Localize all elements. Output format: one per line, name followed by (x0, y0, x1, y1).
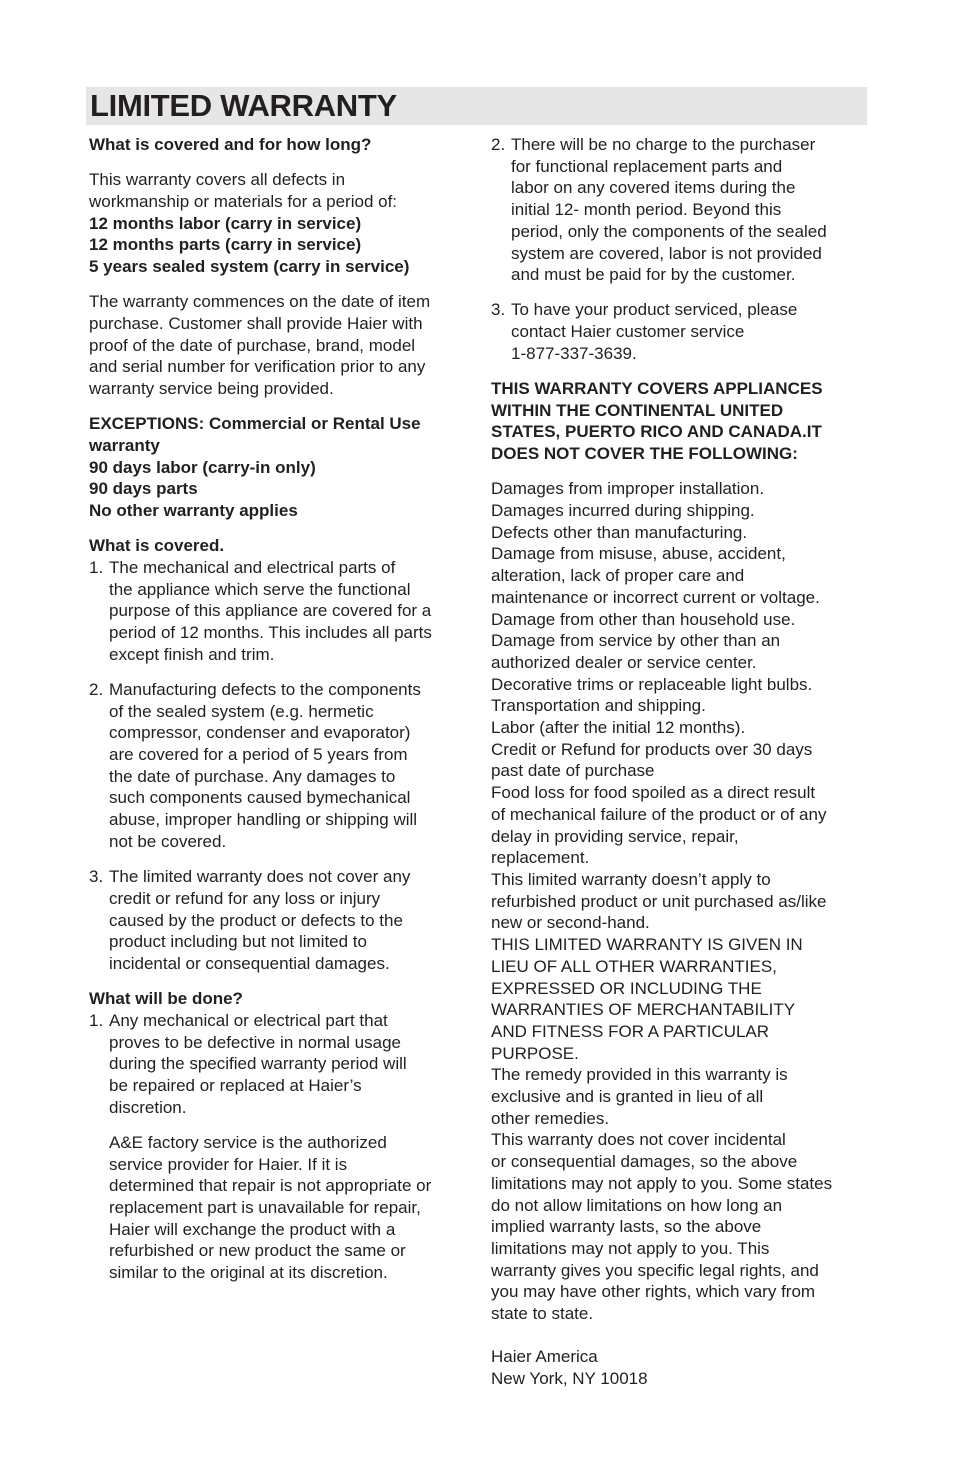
exclusion-line: This limited warranty doesn’t apply to (491, 870, 771, 889)
list-line: be repaired or replaced at Haier’s (109, 1075, 362, 1095)
exclusion-line: exclusive and is granted in lieu of all (491, 1087, 764, 1107)
period-line: 12 months parts (carry in service) (89, 235, 362, 255)
list-line: There will be no charge to the purchaser (511, 135, 816, 154)
exclusion-line: Damage from misuse, abuse, accident, (491, 544, 786, 564)
ae-line: service provider for Haier. If it is (109, 1154, 348, 1174)
list-line: purpose of this appliance are covered for a (109, 601, 432, 621)
intro-paragraph (89, 169, 464, 278)
exclusion-line: of mechanical failure of the product or of any (491, 804, 827, 824)
exclusion-line: replacement. (491, 848, 590, 868)
exceptions-line: warranty (89, 435, 160, 455)
list-item (491, 134, 866, 286)
what-covered-section (89, 535, 464, 974)
list-number: 2. (89, 679, 104, 699)
exclusion-line: Transportation and shipping. (491, 696, 706, 716)
list-line: such components caused bymechanical (109, 788, 411, 808)
intro-line: workmanship or materials for a period of: (89, 191, 398, 211)
list-line: period of 12 months. This includes all parts (109, 623, 432, 643)
what-covered-heading: What is covered. (89, 536, 225, 556)
exclusion-line: do not allow limitations on how long an (491, 1195, 783, 1215)
coverage-heading-line: WITHIN THE CONTINENTAL UNITED (491, 400, 784, 420)
list-line: labor on any covered items during the (511, 178, 796, 198)
list-line: Any mechanical or electrical part that (109, 1010, 388, 1030)
exclusion-line: Damages incurred during shipping. (491, 501, 755, 521)
commence-line: The warranty commences on the date of item (89, 292, 431, 312)
exclusion-line: alteration, lack of proper care and (491, 566, 745, 586)
exclusion-line: implied warranty lasts, so the above (491, 1217, 762, 1237)
exclusions-list (491, 478, 866, 1324)
list-number: 1. (89, 1010, 104, 1030)
list-number: 1. (89, 557, 104, 577)
list-line: initial 12- month period. Beyond this (511, 200, 782, 220)
list-item (89, 866, 464, 975)
exclusion-line: EXPRESSED OR INCLUDING THE (491, 978, 762, 998)
list-line: during the specified warranty period will (109, 1054, 407, 1074)
exclusion-line: PURPOSE. (491, 1043, 579, 1063)
exclusion-line: limitations may not apply to you. Some states (491, 1173, 833, 1193)
ae-service-paragraph (89, 1132, 464, 1284)
list-number: 2. (491, 135, 506, 154)
exclusion-line: Decorative trims or replaceable light bulbs. (491, 674, 813, 694)
list-line: The limited warranty does not cover any (109, 867, 411, 887)
list-line: The mechanical and electrical parts of (109, 557, 396, 577)
exclusion-line: Labor (after the initial 12 months). (491, 718, 746, 738)
list-line: period, only the components of the sealed (511, 221, 827, 241)
exclusion-line: delay in providing service, repair, (491, 826, 739, 846)
exclusion-line: Defects other than manufacturing. (491, 522, 748, 542)
list-line: and must be paid for by the customer. (511, 265, 796, 285)
spacer (491, 1325, 866, 1347)
covered-heading: What is covered and for how long? (89, 135, 372, 154)
exclusion-line: or consequential damages, so the above (491, 1152, 798, 1172)
exclusion-line: Damages from improper installation. (491, 479, 765, 499)
company-city: New York, NY 10018 (491, 1369, 648, 1389)
exceptions-block (89, 413, 464, 522)
company-address (491, 1346, 866, 1389)
list-item (89, 557, 464, 666)
list-item (491, 299, 866, 364)
ae-line: A&E factory service is the authorized (109, 1132, 387, 1152)
list-line: except finish and trim. (109, 644, 275, 664)
exclusion-line: maintenance or incorrect current or voltage. (491, 587, 820, 607)
list-line: are covered for a period of 5 years from (109, 745, 408, 765)
list-line: incidental or consequential damages. (109, 953, 390, 973)
period-line: 12 months labor (carry in service) (89, 213, 362, 233)
ae-line: determined that repair is not appropriate or (109, 1176, 432, 1196)
list-item (89, 1010, 464, 1119)
exceptions-line: No other warranty applies (89, 501, 298, 521)
coverage-heading-line: STATES, PUERTO RICO AND CANADA.IT (491, 422, 822, 442)
list-line: credit or refund for any loss or injury (109, 888, 381, 908)
exclusion-line: past date of purchase (491, 761, 655, 781)
customer-service-phone: 1-877-337-3639. (511, 343, 637, 363)
exclusion-line: Damage from service by other than an (491, 631, 781, 651)
period-line: 5 years sealed system (carry in service) (89, 257, 410, 277)
commence-paragraph (89, 291, 464, 400)
right-column (491, 134, 866, 1390)
exclusion-line: Damage from other than household use. (491, 609, 796, 629)
exclusion-line: limitations may not apply to you. This (491, 1238, 770, 1258)
exclusion-line: you may have other rights, which vary from (491, 1282, 816, 1302)
page-title: LIMITED WARRANTY (90, 88, 397, 123)
exceptions-line: 90 days parts (89, 479, 198, 499)
list-line: compressor, condenser and evaporator) (109, 723, 411, 743)
exclusion-line: THIS LIMITED WARRANTY IS GIVEN IN (491, 935, 803, 955)
exclusion-line: This warranty does not cover incidental (491, 1130, 786, 1150)
what-done-heading: What will be done? (89, 989, 243, 1009)
exclusion-line: Food loss for food spoiled as a direct result (491, 783, 816, 803)
exclusion-line: refurbished product or unit purchased as/like (491, 891, 827, 911)
exclusion-line: Credit or Refund for products over 30 days (491, 739, 813, 759)
list-line: the appliance which serve the functional (109, 579, 411, 599)
exclusion-line: authorized dealer or service center. (491, 652, 757, 672)
list-number: 3. (89, 867, 104, 887)
exceptions-line: EXCEPTIONS: Commercial or Rental Use (89, 414, 421, 434)
list-line: discretion. (109, 1097, 187, 1117)
list-item (89, 679, 464, 853)
list-line: Manufacturing defects to the components (109, 679, 421, 699)
exclusion-line: other remedies. (491, 1108, 610, 1128)
ae-line: replacement part is unavailable for repair, (109, 1197, 421, 1217)
exclusion-line: warranty gives you specific legal rights, and (491, 1260, 819, 1280)
ae-line: Haier will exchange the product with a (109, 1219, 396, 1239)
list-number: 3. (491, 300, 506, 320)
list-line: To have your product serviced, please (511, 300, 798, 320)
list-line: the date of purchase. Any damages to (109, 766, 396, 786)
list-line: abuse, improper handling or shipping will (109, 810, 418, 830)
exclusion-line: WARRANTIES OF MERCHANTABILITY (491, 1000, 796, 1020)
list-line: contact Haier customer service (511, 322, 745, 342)
what-done-section (89, 988, 464, 1284)
list-line: system are covered, labor is not provided (511, 243, 822, 263)
ae-line: similar to the original at its discretion. (109, 1263, 388, 1283)
ae-line: refurbished or new product the same or (109, 1241, 406, 1261)
exceptions-line: 90 days labor (carry-in only) (89, 457, 316, 477)
exclusion-line: The remedy provided in this warranty is (491, 1065, 788, 1085)
list-line: for functional replacement parts and (511, 156, 783, 176)
exclusion-line: LIEU OF ALL OTHER WARRANTIES, (491, 956, 777, 976)
list-line: proves to be defective in normal usage (109, 1032, 402, 1052)
left-column (89, 134, 464, 1297)
company-name: Haier America (491, 1347, 598, 1367)
list-line: caused by the product or defects to the (109, 910, 403, 930)
exclusion-line: AND FITNESS FOR A PARTICULAR (491, 1021, 770, 1041)
list-line: product including but not limited to (109, 932, 367, 952)
intro-line: This warranty covers all defects in (89, 170, 346, 190)
commence-line: proof of the date of purchase, brand, model (89, 335, 416, 355)
exclusion-line: new or second-hand. (491, 913, 650, 933)
coverage-heading-line: DOES NOT COVER THE FOLLOWING: (491, 444, 798, 464)
exclusion-line: state to state. (491, 1304, 594, 1324)
coverage-heading-line: THIS WARRANTY COVERS APPLIANCES (491, 379, 823, 399)
title-bar (86, 87, 867, 125)
commence-line: purchase. Customer shall provide Haier with (89, 313, 423, 333)
list-line: not be covered. (109, 831, 227, 851)
coverage-heading (491, 378, 866, 465)
commence-line: and serial number for verification prior to any (89, 357, 426, 377)
commence-line: warranty service being provided. (89, 379, 334, 399)
list-line: of the sealed system (e.g. hermetic (109, 701, 374, 721)
